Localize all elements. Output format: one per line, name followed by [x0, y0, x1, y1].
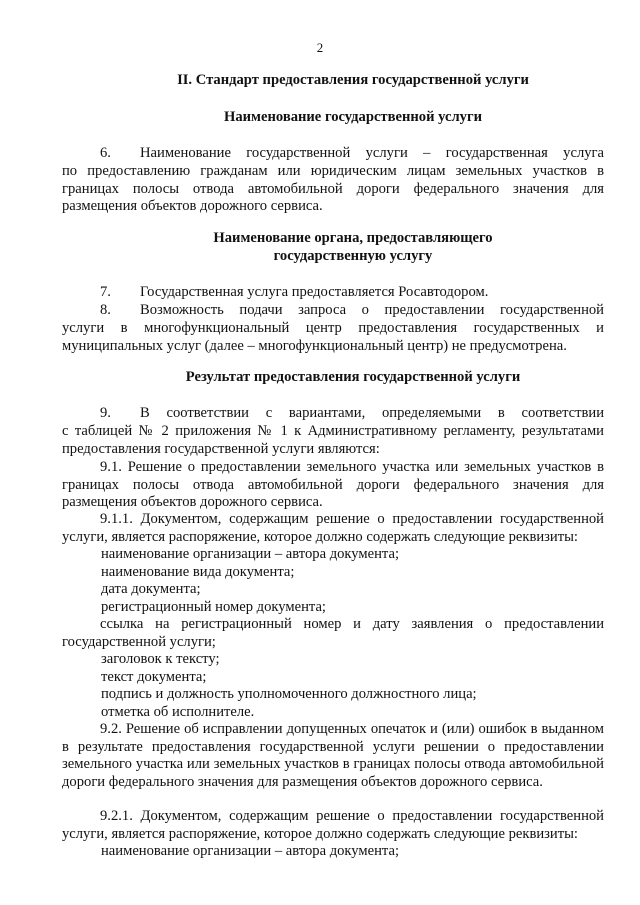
requisite-registration-number: регистрационный номер документа; [101, 599, 326, 615]
paragraph-9-number: 9. [100, 405, 111, 421]
requisite-application-link: ссылка на регистрационный номер и дату заявления о предоставлении государственной услуги; [62, 616, 604, 650]
paragraph-9-2: 9.2. Решение об исправлении допущенных опечаток и (или) ошибок в выданном в результате предоставления государственной услуги решении о предоставлении земельного участка или земельных участков в границах полосы отвода автомобильной дороги федерального значения для размещения объектов дорожного сервиса. [62, 721, 604, 790]
requisite-signature: подпись и должность уполномоченного должностного лица; [101, 686, 477, 702]
paragraph-9-first-text: В соответствии с вариантами, определяемыми в соответствии [140, 405, 604, 421]
paragraph-6-first-line [62, 145, 604, 163]
paragraph-9-first-line [62, 405, 604, 423]
heading-organ-line1: Наименование органа, предоставляющего [213, 230, 493, 246]
paragraph-6-first-text: Наименование государственной услуги – государственная услуга [140, 145, 604, 161]
requisite-text: текст документа; [101, 669, 207, 685]
paragraph-6-rest: по предоставлению гражданам или юридическим лицам земельных участков в границах полосы отвода автомобильной дороги федерального значения для размещения объектов дорожного сервиса. [62, 163, 604, 215]
paragraph-7-number: 7. [100, 284, 111, 300]
paragraph-9-1: 9.1. Решение о предоставлении земельного участка или земельных участков в границах полосы отвода автомобильной дороги федерального значения для размещения объектов дорожного сервиса. [62, 459, 604, 511]
paragraph-6-number: 6. [100, 145, 111, 161]
paragraph-8-first-text: Возможность подачи запроса о предоставлении государственной [140, 302, 604, 318]
paragraph-9-rest: с таблицей № 2 приложения № 1 к Административному регламенту, результатами предоставления государственной услуги являются: [62, 423, 604, 457]
section-title: II. Стандарт предоставления государственной услуги [177, 72, 529, 88]
page-number: 2 [316, 40, 324, 55]
requisite-org-author: наименование организации – автора документа; [101, 546, 400, 562]
requisite-document-kind: наименование вида документа; [101, 564, 295, 580]
paragraph-7-text: Государственная услуга предоставляется Росавтодором. [140, 284, 489, 300]
heading-service-name: Наименование государственной услуги [224, 109, 482, 125]
paragraph-8-number: 8. [100, 302, 111, 318]
paragraph-7 [62, 284, 604, 302]
paragraph-8-rest: услуги в многофункциональный центр предоставления государственных и муниципальных услуг (далее – многофункциональный центр) не предусмотрена. [62, 320, 604, 354]
paragraph-9-1-1: 9.1.1. Документом, содержащим решение о предоставлении государственной услуги, является распоряжение, которое должно содержать следующие реквизиты: [62, 511, 604, 545]
requisite-2-org-author: наименование организации – автора документа; [101, 843, 400, 859]
requisite-heading: заголовок к тексту; [101, 651, 220, 667]
requisite-executor: отметка об исполнителе. [101, 704, 255, 720]
heading-organ-line2: государственную услугу [273, 248, 433, 264]
heading-result: Результат предоставления государственной услуги [185, 369, 521, 385]
requisite-document-date: дата документа; [101, 581, 201, 597]
paragraph-8-first-line [62, 302, 604, 320]
paragraph-9-2-1: 9.2.1. Документом, содержащим решение о предоставлении государственной услуги, является распоряжение, которое должно содержать следующие реквизиты: [62, 808, 604, 842]
